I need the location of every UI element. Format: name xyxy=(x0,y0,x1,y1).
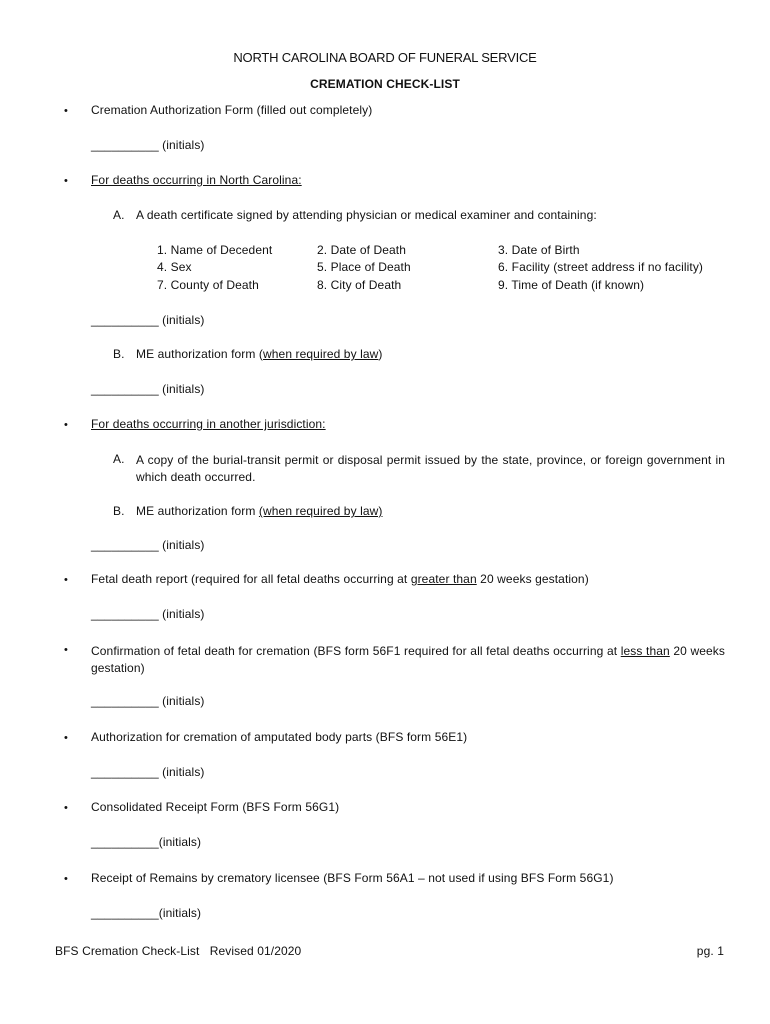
text-prefix: Confirmation of fetal death for cremation (BFS form 56F1 required for all fetal deaths occurring at xyxy=(91,644,621,658)
text-suffix: 20 weeks gestation) xyxy=(91,644,726,675)
sub-item-label: B. xyxy=(113,504,125,518)
list-item: 9. Time of Death (if known) xyxy=(498,278,645,292)
text-prefix: ME authorization form xyxy=(136,504,259,518)
initials-blank[interactable]: __________ (initials) xyxy=(91,765,205,779)
sub-item-death-certificate: A death certificate signed by attending physician or medical examiner and containing: xyxy=(136,208,597,222)
item-consolidated-receipt: Consolidated Receipt Form (BFS Form 56G1) xyxy=(91,800,340,814)
required-by-law-link: (when required by law) xyxy=(258,504,383,518)
list-item: 7. County of Death xyxy=(157,278,259,292)
bullet-icon: • xyxy=(64,574,68,586)
required-by-law-link: when required by law xyxy=(263,347,379,361)
text-prefix: ME authorization form ( xyxy=(136,347,264,361)
bullet-icon: • xyxy=(64,644,68,656)
list-item: 3. Date of Birth xyxy=(498,243,580,257)
footer-revision: BFS Cremation Check-List Revised 01/2020 xyxy=(55,944,302,958)
initials-blank[interactable]: __________ (initials) xyxy=(91,138,205,152)
item-receipt-of-remains: Receipt of Remains by crematory licensee (BFS Form 56A1 – not used if using BFS Form 56G1) xyxy=(91,871,614,885)
initials-blank[interactable]: __________(initials) xyxy=(91,835,202,849)
text-suffix: 20 weeks gestation) xyxy=(476,572,589,586)
initials-blank[interactable]: __________ (initials) xyxy=(91,694,205,708)
initials-blank[interactable]: __________(initials) xyxy=(91,906,202,920)
bullet-icon: • xyxy=(64,802,68,814)
document-title: NORTH CAROLINA BOARD OF FUNERAL SERVICE xyxy=(233,50,537,65)
sub-item-label: A. xyxy=(113,452,125,466)
item-cremation-authorization: Cremation Authorization Form (filled out completely) xyxy=(91,103,373,117)
initials-blank[interactable]: __________ (initials) xyxy=(91,607,205,621)
bullet-icon: • xyxy=(64,105,68,117)
list-item: 4. Sex xyxy=(157,260,192,274)
bullet-icon: • xyxy=(64,175,68,187)
page-number: pg. 1 xyxy=(696,944,724,958)
initials-blank[interactable]: __________ (initials) xyxy=(91,382,205,396)
document-subtitle: CREMATION CHECK-LIST xyxy=(310,77,460,91)
list-item: 2. Date of Death xyxy=(317,243,406,257)
text-suffix: ) xyxy=(378,347,383,361)
initials-blank[interactable]: __________ (initials) xyxy=(91,313,205,327)
emphasis-less-than: less than xyxy=(620,644,670,658)
item-amputated-body-parts: Authorization for cremation of amputated body parts (BFS form 56E1) xyxy=(91,730,468,744)
initials-blank[interactable]: __________ (initials) xyxy=(91,538,205,552)
bullet-icon: • xyxy=(64,419,68,431)
text-prefix: Fetal death report (required for all fetal deaths occurring at xyxy=(91,572,411,586)
sub-item-transit-permit: A copy of the burial-transit permit or disposal permit issued by the state, province, or foreign government in which death occurred. xyxy=(136,453,725,484)
item-fetal-death-report xyxy=(91,572,589,586)
sub-item-me-authorization xyxy=(136,504,383,518)
list-item: 8. City of Death xyxy=(317,278,402,292)
sub-item-label: B. xyxy=(113,347,125,361)
bullet-icon: • xyxy=(64,732,68,744)
sub-item-label: A. xyxy=(113,208,125,222)
section-heading-other-jurisdiction: For deaths occurring in another jurisdiction: xyxy=(91,417,326,431)
bullet-icon: • xyxy=(64,873,68,885)
item-fetal-death-confirmation xyxy=(91,643,725,677)
section-heading-nc: For deaths occurring in North Carolina: xyxy=(91,173,302,187)
list-item: 5. Place of Death xyxy=(317,260,411,274)
list-item: 1. Name of Decedent xyxy=(157,243,273,257)
sub-item-me-authorization xyxy=(136,347,383,361)
list-item: 6. Facility (street address if no facility) xyxy=(498,260,704,274)
emphasis-greater-than: greater than xyxy=(410,572,477,586)
